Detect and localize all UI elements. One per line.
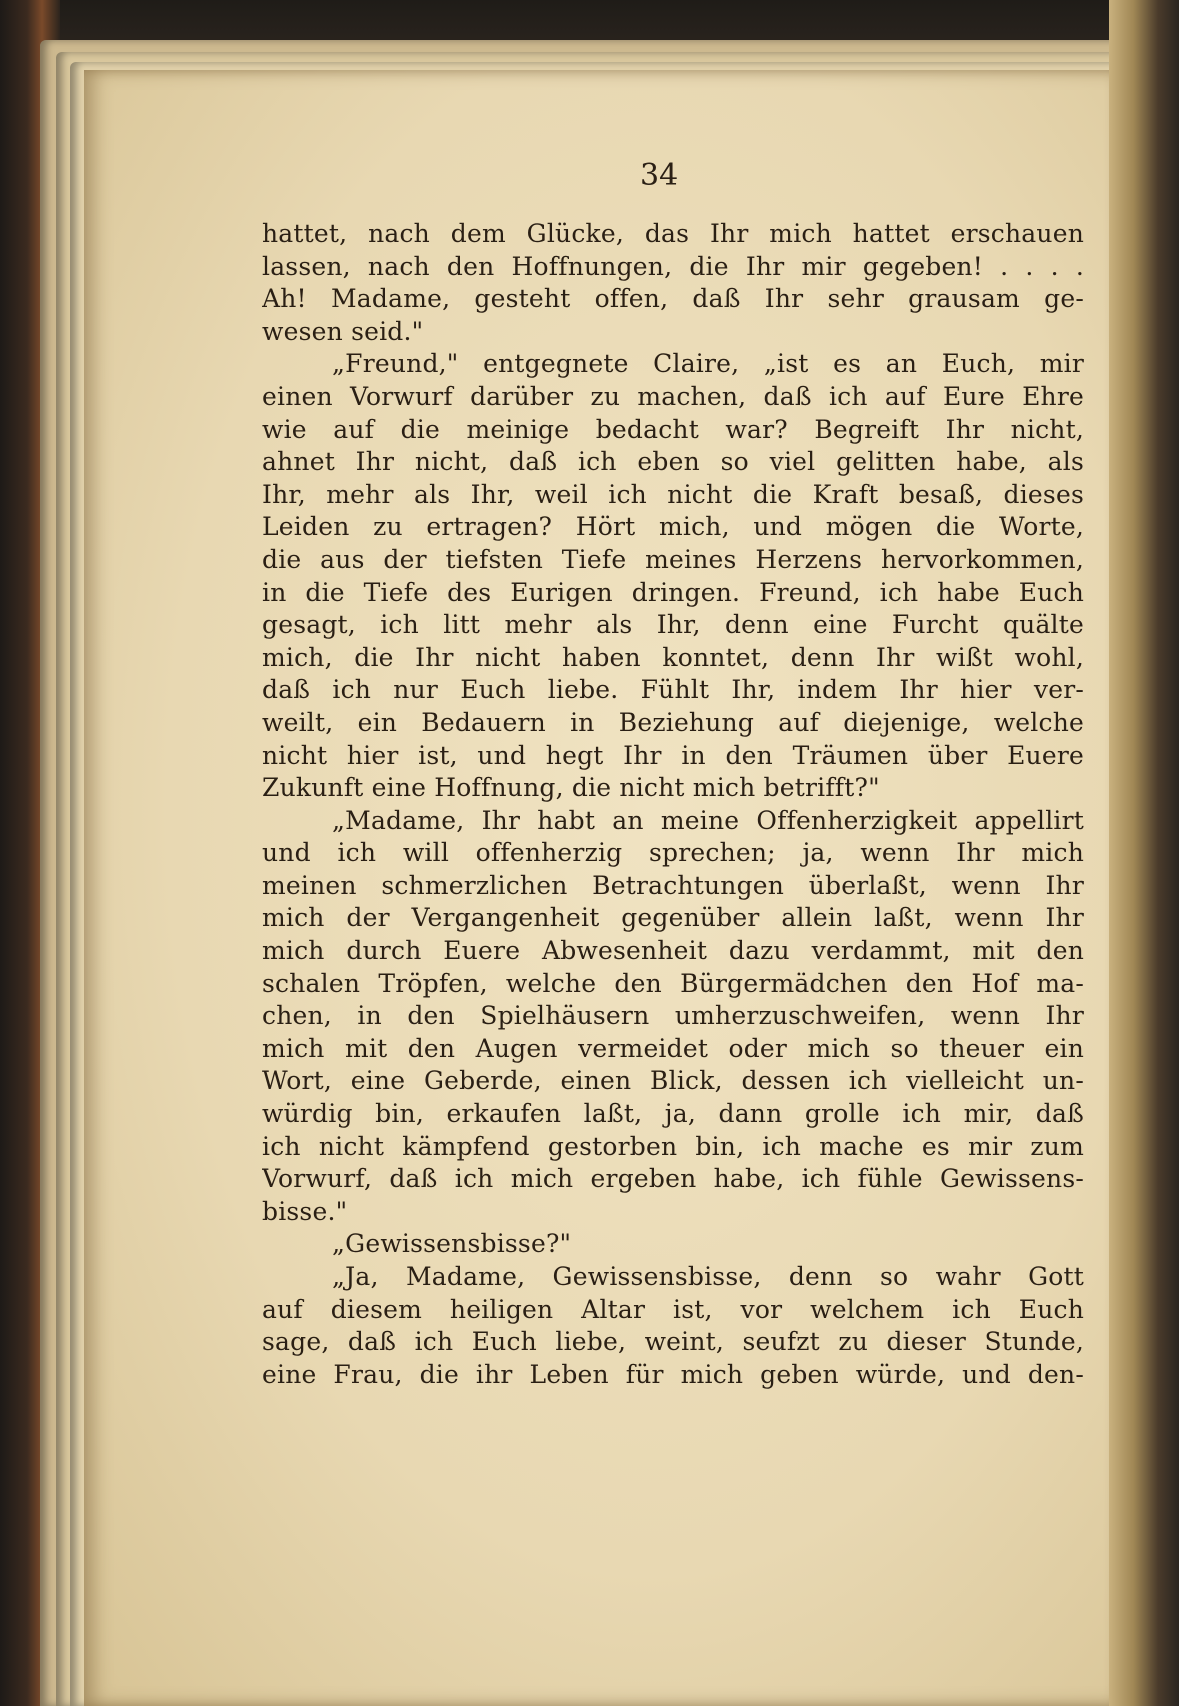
page-number: 34 (640, 158, 679, 193)
text-line: Ihr, mehr als Ihr, weil ich nicht die Kraft besaß, dieses (262, 479, 1084, 509)
text-line: „Freund," entgegnete Claire, „ist es an Euch, mir (332, 349, 1084, 379)
text-line: „Gewissensbisse?" (332, 1229, 572, 1259)
text-line: sage, daß ich Euch liebe, weint, seufzt zu dieser Stunde, (262, 1327, 1084, 1357)
text-line: meinen schmerzlichen Betrachtungen überlaßt, wenn Ihr (262, 870, 1084, 900)
text-line: „Ja, Madame, Gewissensbisse, denn so wahr Gott (332, 1262, 1084, 1291)
text-line: mich durch Euere Abwesenheit dazu verdammt, mit den (262, 936, 1084, 966)
text-line: wesen seid." (262, 316, 424, 346)
text-line: gesagt, ich litt mehr als Ihr, denn eine Furcht quälte (262, 610, 1084, 640)
text-line: und ich will offenherzig sprechen; ja, wenn Ihr mich (262, 838, 1084, 868)
text-line: ahnet Ihr nicht, daß ich eben so viel gelitten habe, als (262, 447, 1084, 477)
text-line: mich, die Ihr nicht haben konntet, denn Ihr wißt wohl, (262, 642, 1084, 672)
text-line: Ah! Madame, gesteht offen, daß Ihr sehr grausam ge- (262, 284, 1084, 314)
text-line: nicht hier ist, und hegt Ihr in den Träumen über Euere (262, 740, 1084, 770)
page-text-block (262, 218, 1084, 1391)
text-line: mich mit den Augen vermeidet oder mich so theuer ein (262, 1033, 1084, 1063)
text-line: Zukunft eine Hoffnung, die nicht mich betrifft?" (262, 773, 880, 803)
text-line: weilt, ein Bedauern in Beziehung auf diejenige, welche (262, 707, 1084, 737)
text-line: in die Tiefe des Eurigen dringen. Freund, ich habe Euch (262, 577, 1084, 607)
text-line: „Madame, Ihr habt an meine Offenherzigkeit appellirt (332, 805, 1084, 835)
text-line: lassen, nach den Hoffnungen, die Ihr mir gegeben! . . . . (262, 251, 1084, 281)
text-line: mich der Vergangenheit gegenüber allein laßt, wenn Ihr (262, 903, 1084, 933)
text-line: daß ich nur Euch liebe. Fühlt Ihr, indem Ihr hier ver- (262, 675, 1084, 705)
text-line: Leiden zu ertragen? Hört mich, und mögen die Worte, (262, 512, 1084, 542)
text-line: würdig bin, erkaufen laßt, ja, dann grolle ich mir, daß (262, 1099, 1084, 1129)
text-line: schalen Tröpfen, welche den Bürgermädchen den Hof ma- (262, 968, 1084, 998)
text-line: hattet, nach dem Glücke, das Ihr mich hattet erschauen (262, 219, 1084, 248)
text-line: wie auf die meinige bedacht war? Begreift Ihr nicht, (262, 414, 1084, 444)
text-line: eine Frau, die ihr Leben für mich geben würde, und den- (262, 1359, 1084, 1389)
text-line: auf diesem heiligen Altar ist, vor welchem ich Euch (262, 1294, 1084, 1324)
text-line: Vorwurf, daß ich mich ergeben habe, ich fühle Gewissens- (262, 1164, 1084, 1194)
text-line: Wort, eine Geberde, einen Blick, dessen ich vielleicht un- (262, 1066, 1084, 1096)
book-gutter (1109, 0, 1179, 1706)
text-line: einen Vorwurf darüber zu machen, daß ich auf Eure Ehre (262, 381, 1084, 411)
text-line: die aus der tiefsten Tiefe meines Herzens hervorkommen, (262, 544, 1084, 574)
text-line: bisse." (262, 1196, 348, 1226)
text-line: chen, in den Spielhäusern umherzuschweifen, wenn Ihr (262, 1001, 1084, 1031)
text-line: ich nicht kämpfend gestorben bin, ich mache es mir zum (262, 1131, 1084, 1161)
